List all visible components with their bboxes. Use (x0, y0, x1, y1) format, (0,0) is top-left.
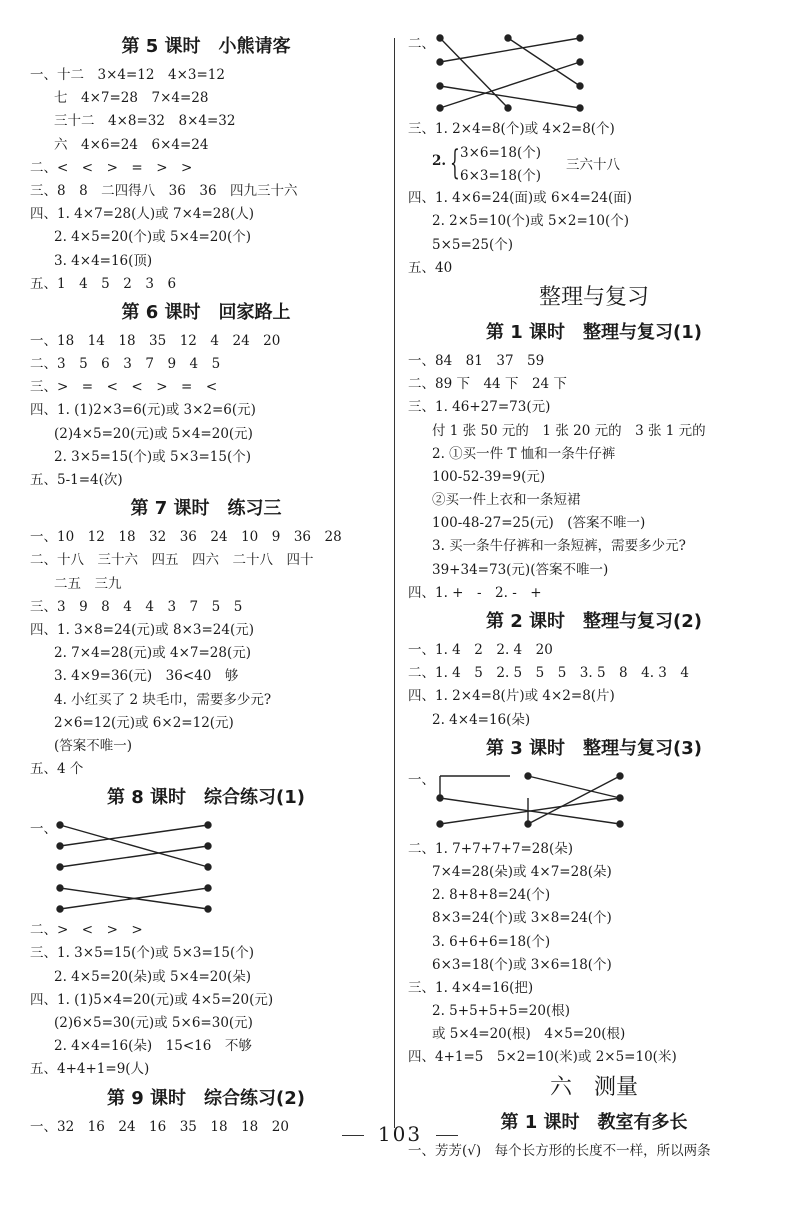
answer-line: (2)4×5=20(元)或 5×4=20(元) (54, 425, 253, 442)
answer-line: 一、18 14 18 35 12 4 24 20 (30, 332, 281, 349)
answer-line: 一、1. 4 2 2. 4 20 (408, 642, 553, 658)
answer-line: 二、3 5 6 3 7 9 4 5 (30, 356, 221, 373)
section-title: 第 6 课时 回家路上 (121, 301, 291, 323)
answer-line: 三、1. 3×5=15(个)或 5×3=15(个) (30, 945, 254, 962)
brace-side-text: 三六十八 (566, 157, 620, 174)
answer-line: 2. ①买一件 T 恤和一条牛仔裤 (432, 445, 616, 462)
answer-line: 2. 4×5=20(个)或 5×4=20(个) (54, 229, 251, 246)
answer-line: 3. 4×4=16(顶) (54, 252, 153, 269)
answer-line: (2)6×5=30(元)或 5×6=30(元) (54, 1015, 253, 1031)
answer-line: 四、1. + - 2. - + (408, 584, 542, 601)
brace-line: 6×3=18(个) (460, 168, 542, 185)
section-title: 第 9 课时 综合练习(2) (106, 1087, 306, 1109)
answer-line: 2. 2×5=10(个)或 5×2=10(个) (432, 213, 629, 230)
answer-line: 三、3 9 8 4 4 3 7 5 5 (30, 598, 243, 615)
answer-line: 六 4×6=24 6×4=24 (54, 136, 209, 153)
answer-line: 2. 5+5+5+5=20(根) (432, 1003, 570, 1020)
figure-label: 二、 (408, 36, 435, 52)
figure-label: 一、 (30, 821, 57, 838)
answer-line: 二、> < > > (30, 922, 143, 939)
answer-line: 2×6=12(元)或 6×2=12(元) (54, 714, 234, 731)
answer-line: 四、1. (1)5×4=20(元)或 4×5=20(元) (30, 991, 274, 1008)
answer-line: 一、芳芳(√) 每个长方形的长度不一样，所以两条 (408, 1142, 711, 1159)
section-title: 第 5 课时 小熊请客 (121, 36, 291, 57)
answer-line: 三十二 4×8=32 8×4=32 (54, 113, 236, 130)
figure-label: 一、 (408, 771, 435, 788)
answer-line: 五、40 (408, 259, 453, 276)
answer-line: 39+34=73(元)(答案不唯一) (432, 561, 609, 578)
answer-line: 五、4+4+1=9(人) (30, 1061, 150, 1078)
answer-line: 三、1. 2×4=8(个)或 4×2=8(个) (408, 121, 615, 137)
page-number-text: 103 (377, 1122, 423, 1146)
answer-line: ②买一件上衣和一条短裙 (432, 492, 581, 509)
matching-lines-diagram (30, 815, 382, 919)
answer-line: 四、1. (1)2×3=6(元)或 3×2=6(元) (30, 402, 256, 419)
answer-line: 100-52-39=9(元) (432, 468, 546, 485)
section-title: 第 2 课时 整理与复习(2) (485, 611, 703, 632)
section-title: 第 7 课时 练习三 (130, 498, 282, 520)
answer-line: 四、1. 4×7=28(人)或 7×4=28(人) (30, 206, 254, 223)
answer-line: 100-48-27=25(元) (答案不唯一) (432, 515, 646, 532)
answer-line: 5×5=25(个) (432, 236, 514, 253)
answer-line: 4. 小红买了 2 块毛巾，需要多少元? (54, 691, 272, 708)
answer-line: 一、32 16 24 16 35 18 18 20 (30, 1118, 289, 1135)
brace-line: 3×6=18(个) (460, 145, 542, 162)
answer-line: 7×4=28(朵)或 4×7=28(朵) (432, 863, 612, 880)
section-title: 第 3 课时 整理与复习(3) (485, 737, 703, 759)
answer-line: 2. 8+8+8=24(个) (432, 887, 551, 904)
unit-title: 六 测量 (549, 1074, 638, 1100)
answer-line: 8×3=24(个)或 3×8=24(个) (432, 910, 612, 927)
answer-line: 2. 4×4=16(朵) (432, 711, 531, 728)
answer-line: 七 4×7=28 7×4=28 (54, 90, 209, 107)
answer-line: (答案不唯一) (54, 737, 133, 754)
answer-line: 付 1 张 50 元的 1 张 20 元的 3 张 1 元的 (432, 422, 706, 439)
answer-line: 四、1. 2×4=8(片)或 4×2=8(片) (408, 688, 615, 705)
path-lines-diagram (408, 766, 780, 838)
unit-title: 整理与复习 (538, 284, 649, 310)
answer-line: 五、1 4 5 2 3 6 (30, 275, 177, 292)
answer-line: 3. 6+6+6=18(个) (432, 933, 551, 950)
answer-line: 3. 买一条牛仔裤和一条短裤，需要多少元? (432, 538, 686, 555)
answer-line: 五、5-1=4(次) (30, 472, 123, 488)
crossing-lines-diagram (408, 30, 780, 118)
answer-line: 2. 7×4=28(元)或 4×7=28(元) (54, 645, 251, 662)
answer-line: 三、8 8 二四得八 36 36 四九三十六 (30, 182, 298, 199)
answer-line: 二、十八 三十六 四五 四六 二十八 四十 (30, 552, 314, 569)
answer-line: 或 5×4=20(根) 4×5=20(根) (432, 1026, 626, 1043)
dash-left (342, 1135, 364, 1136)
answer-line: 三、1. 46+27=73(元) (408, 399, 551, 416)
matching-figure (408, 766, 780, 838)
answer-line: 二、1. 7+7+7+7=28(朵) (408, 840, 573, 857)
column-divider (394, 38, 395, 1128)
answer-line: 2. 4×4=16(朵) 15<16 不够 (54, 1038, 252, 1055)
answer-line: 一、84 81 37 59 (408, 352, 545, 369)
right-column (408, 30, 780, 1163)
answer-line: 一、十二 3×4=12 4×3=12 (30, 67, 225, 83)
answer-line: 2. 3×5=15(个)或 5×3=15(个) (54, 448, 251, 465)
question-number: 2. (432, 153, 447, 170)
answer-line: 三、1. 4×4=16(把) (408, 979, 534, 996)
answer-line: 五、4 个 (30, 761, 84, 778)
dash-right (436, 1135, 458, 1136)
answer-line: 二、89 下 44 下 24 下 (408, 376, 567, 393)
answer-line: 三、> = < < > = < (30, 379, 218, 396)
answer-line: 四、1. 3×8=24(元)或 8×3=24(元) (30, 621, 254, 638)
matching-figure (408, 30, 780, 118)
answer-line: 二五 三九 (54, 575, 122, 592)
section-title: 第 8 课时 综合练习(1) (106, 787, 306, 809)
answer-line: 四、4+1=5 5×2=10(米)或 2×5=10(米) (408, 1049, 677, 1066)
page-number (0, 1122, 800, 1146)
answer-line: 6×3=18(个)或 3×6=18(个) (432, 956, 612, 973)
section-title: 第 1 课时 教室有多长 (500, 1111, 688, 1133)
answer-line: 2. 4×5=20(朵)或 5×4=20(朵) (54, 968, 251, 985)
brace-symbol: { (450, 143, 460, 184)
brace-answer (408, 141, 780, 187)
answer-line: 二、1. 4 5 2. 5 5 5 3. 5 8 4. 3 4 (408, 665, 689, 682)
answer-line: 3. 4×9=36(元) 36<40 够 (54, 668, 239, 685)
answer-line: 四、1. 4×6=24(面)或 6×4=24(面) (408, 190, 632, 207)
left-column (30, 30, 382, 1139)
answer-line: 二、< < > = > > (30, 159, 193, 176)
section-title: 第 1 课时 整理与复习(1) (485, 321, 703, 343)
matching-figure (30, 815, 382, 919)
answer-line: 一、10 12 18 32 36 24 10 9 36 28 (30, 529, 342, 546)
